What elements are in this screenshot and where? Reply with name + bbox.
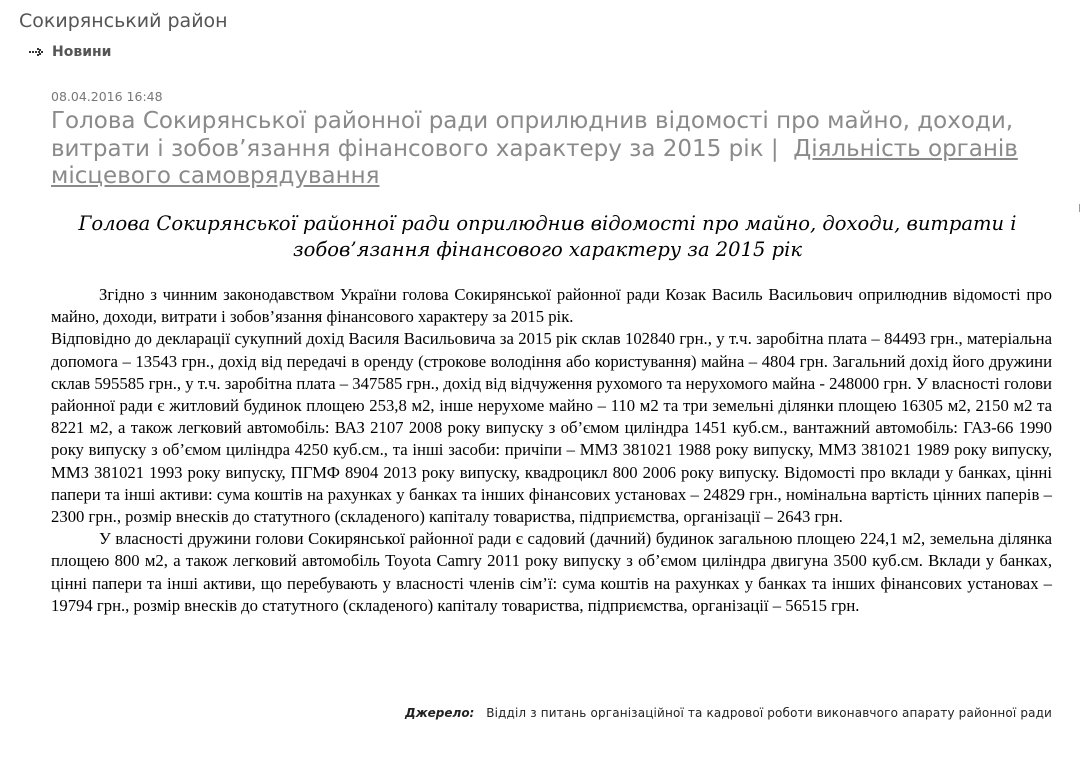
- article-paragraph: Відповідно до декларації сукупний дохід Василя Васильовича за 2015 рік склав 102840 грн., у т.ч. заробітна плата – 84493 грн., матеріальна допомога – 13543 грн., дохід від передачі в оренду (строкове володіння або користування) майна – 4804 грн. Загальний дохід його дружини склав 595585 грн., у т.ч. заробітна плата – 347585 грн., дохід від відчуження рухомого та нерухомого майна - 248000 грн. У власності голови районної ради є житловий будинок площею 253,8 м2, інше нерухоме майно – 110 м2 та три земельні ділянки площею 16305 м2, 2150 м2 та 8221 м2, а також легковий автомобіль: ВАЗ 2107 2008 року випуску з об’ємом циліндра 1451 куб.см., вантажний автомобіль: ГАЗ-66 1990 року випуску з об’ємом циліндра 4250 куб.см., та інші засоби: причіпи – ММЗ 381021 1988 року випуску, ММЗ 381021 1989 року випуску, ММЗ 381021 1993 року випуску, ПГМФ 8904 2013 року випуску, квадроцикл 800 2006 року випуску. Відомості про вклади у банках, цінні папери та інші активи: сума коштів на рахунках у банках та інших фінансових установах – 24829 грн., номінальна вартість цінних паперів – 2300 грн., розмір внесків до статутного (складеного) капіталу товариства, підприємства, організації – 2643 грн.: [51, 329, 1052, 527]
- breadcrumb-nav: [29, 44, 112, 60]
- headline-text: Голова Сокирянської районної ради оприлюднив відомості про майно, доходи, витрати і зобов’язання фінансового характеру за 2015 рік: [51, 108, 1014, 162]
- article-title: Голова Сокирянської районної ради оприлюднив відомості про майно, доходи, витрати і зобов’язання фінансового характеру за 2015 рік: [78, 212, 1017, 261]
- category-link[interactable]: Діяльність органів місцевого самоврядування: [51, 135, 1018, 189]
- source-label: Джерело:: [405, 706, 475, 720]
- site-title: Сокирянський район: [19, 10, 228, 32]
- article-source: [405, 706, 1052, 720]
- dotted-arrow-icon: [29, 46, 45, 58]
- scrollbar-edge: [1079, 204, 1083, 212]
- article-paragraph: Згідно з чинним законодавством України голова Сокирянської районної ради Козак Василь Васильович оприлюднив відомості про майно, доходи, витрати і зобов’язання фінансового характеру за 2015 рік.: [51, 285, 1052, 327]
- nav-link-news[interactable]: Новини: [52, 44, 112, 60]
- article-paragraph: У власності дружини голови Сокирянської районної ради є садовий (дачний) будинок загальною площею 224,1 м2, земельна ділянка площею 800 м2, а також легковий автомобіль Toyota Camry 2011 року випуску з об’ємом циліндра двигуна 3500 куб.см. Вклади у банках, цінні папери та інші активи, що перебувають у власності членів сім’ї: сума коштів на рахунках у банках та інших фінансових установах – 19794 грн., розмір внесків до статутного (складеного) капіталу товариства, підприємства, організації – 56515 грн.: [51, 529, 1052, 615]
- article-body: [51, 284, 1052, 617]
- headline-separator: |: [770, 135, 779, 162]
- source-value: Відділ з питань організаційної та кадрової роботи виконавчого апарату районної ради: [486, 706, 1052, 720]
- article-datetime: 08.04.2016 16:48: [51, 89, 163, 104]
- article-headline: [51, 108, 1041, 191]
